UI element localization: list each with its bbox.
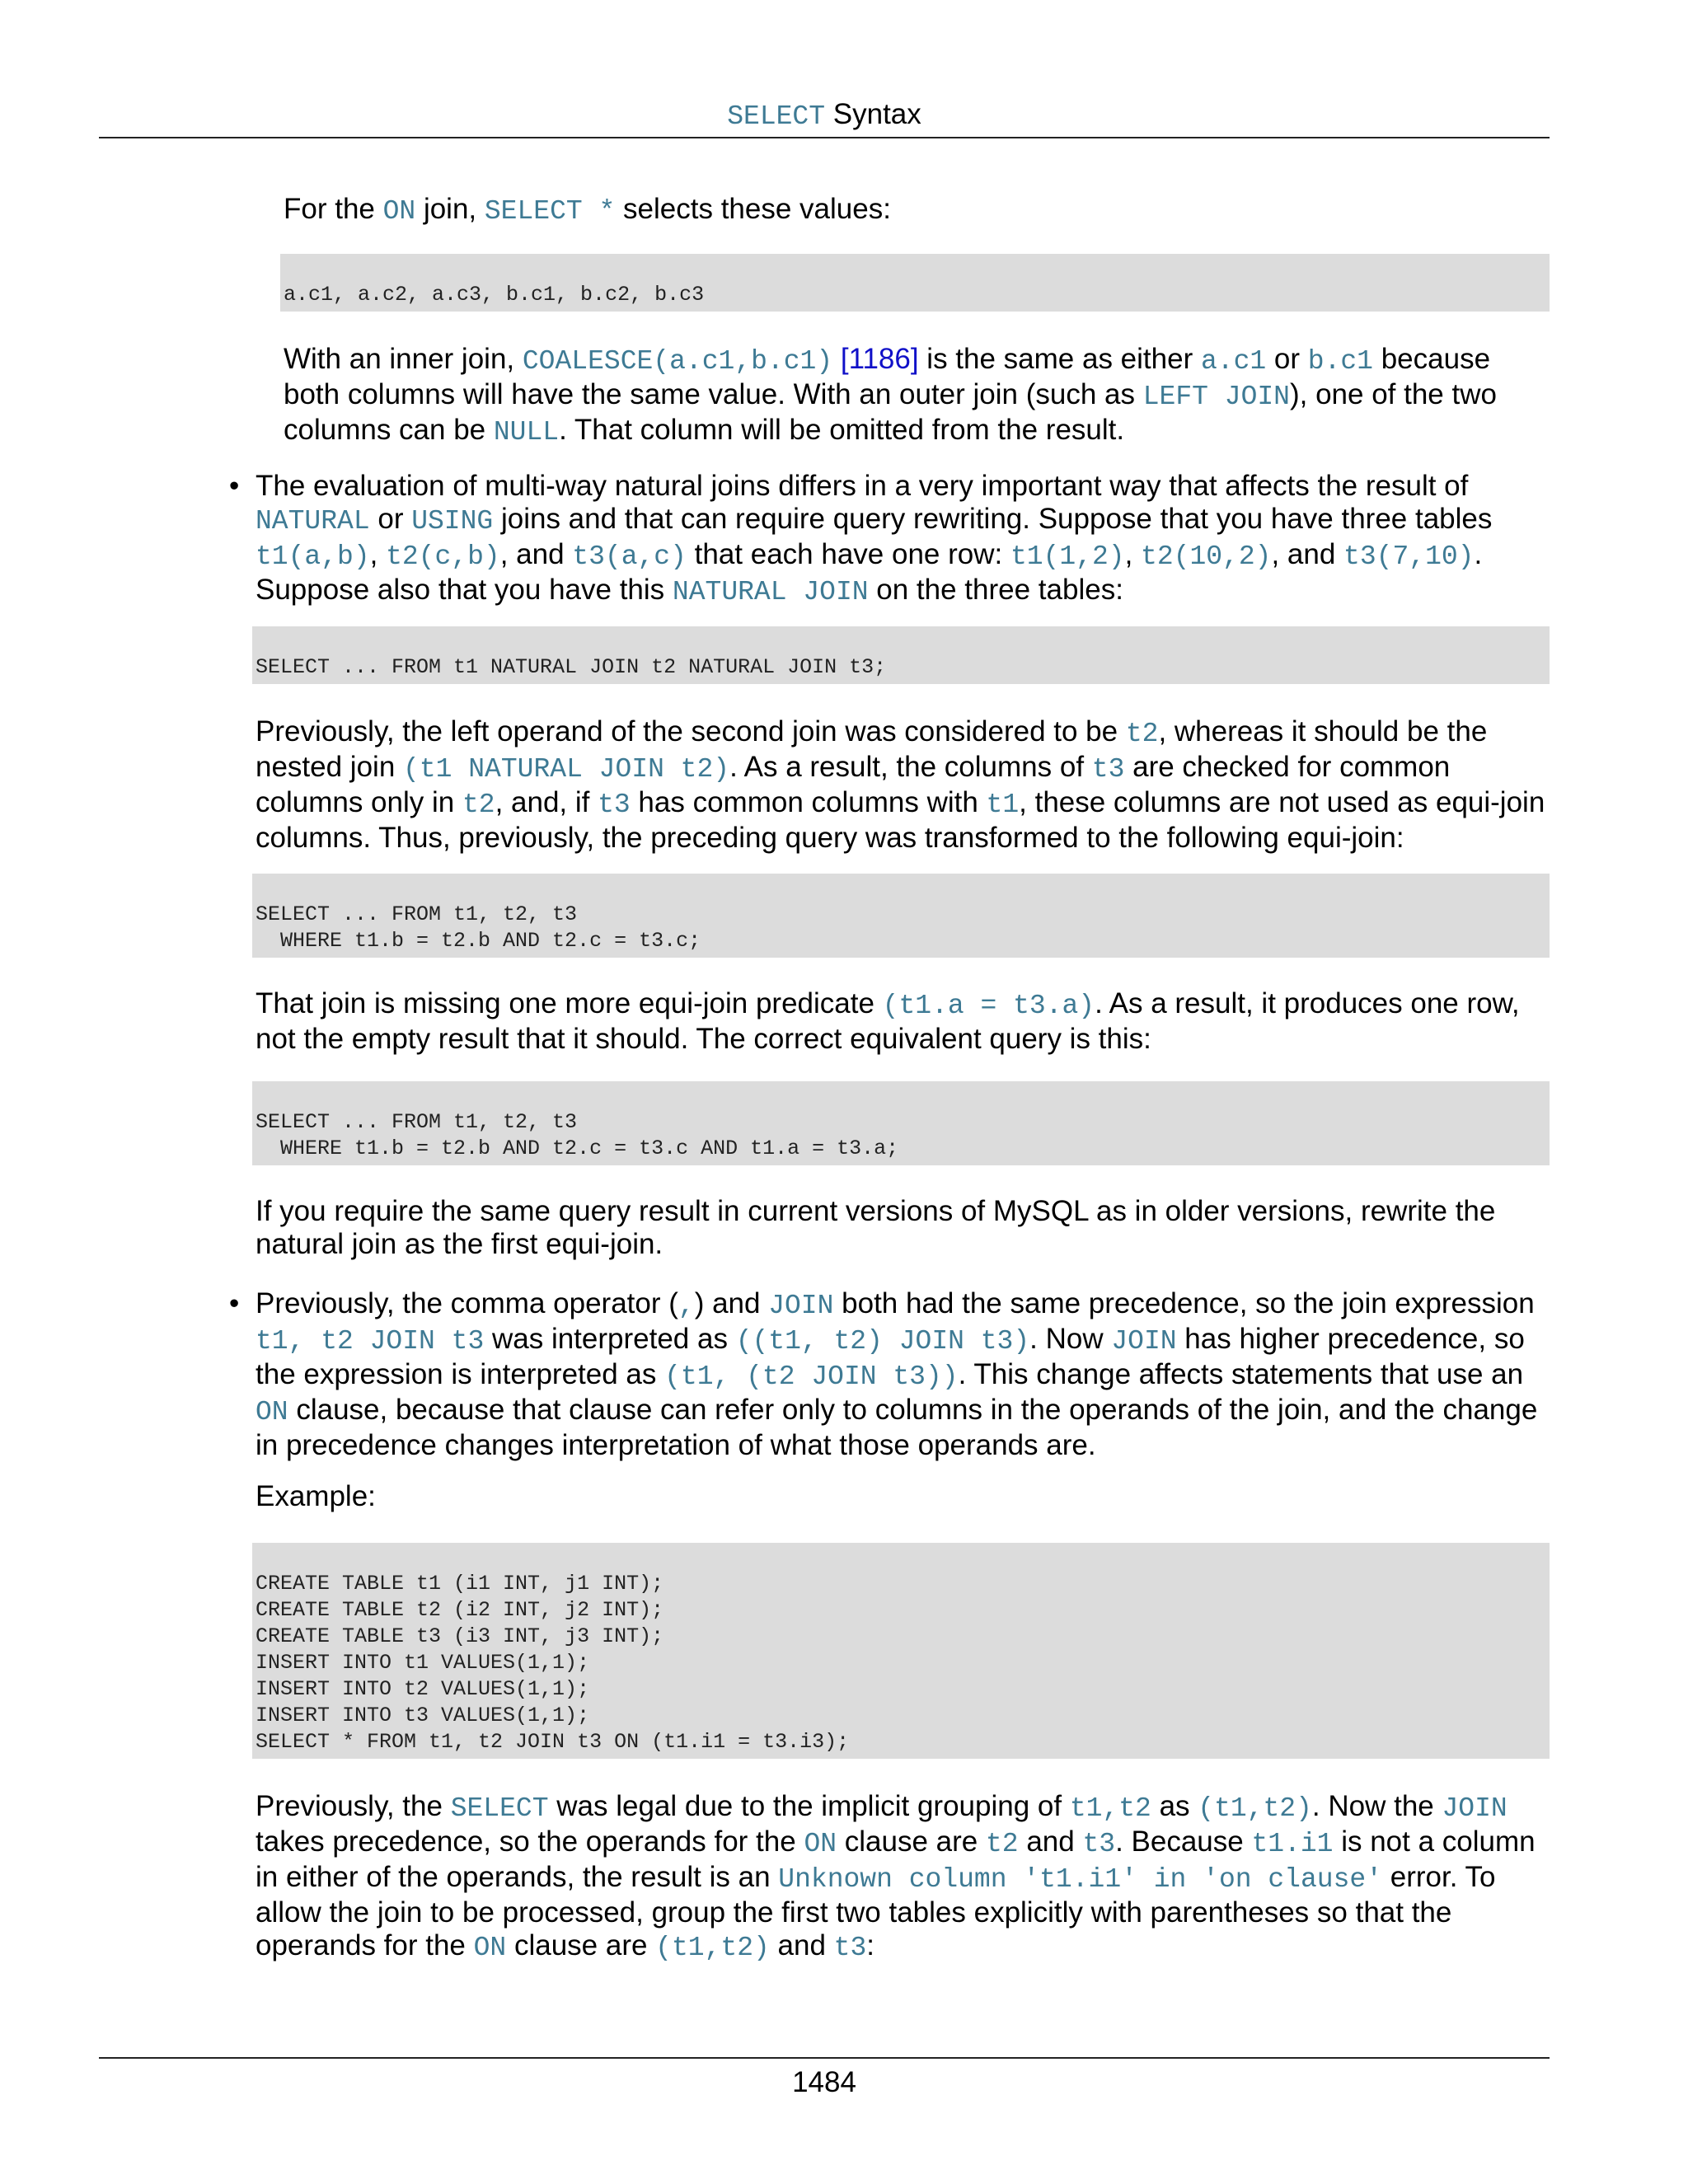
inline-code: JOIN <box>768 1291 834 1321</box>
inline-code: ON <box>256 1397 288 1427</box>
text: . Suppose also that you have this <box>256 538 1483 606</box>
text: join, <box>415 193 485 225</box>
text: The evaluation of multi-way natural joins differs in a very important way that affects the result of <box>256 470 1469 502</box>
text: has common columns with <box>630 786 987 818</box>
paragraph-missing-predicate <box>256 987 1550 1056</box>
text: , <box>369 538 387 570</box>
text: takes precedence, so the operands for the <box>256 1825 804 1858</box>
inline-code: t2(10,2) <box>1141 541 1272 572</box>
inline-code: t3 <box>1091 754 1125 785</box>
inline-code: t3 <box>833 1933 867 1963</box>
text: that each have one row: <box>686 538 1010 570</box>
paragraph-on-join <box>284 193 1550 228</box>
bullet-comma-operator <box>256 1287 1550 1462</box>
text: and <box>1018 1825 1083 1858</box>
text: is not a column in either of the operands, the result is an <box>256 1825 1536 1893</box>
text: , whereas it should be the nested join <box>256 715 1488 783</box>
paragraph-example-label <box>256 1480 1550 1513</box>
inline-code: ON <box>804 1829 837 1859</box>
bullet-natural-joins <box>256 470 1550 609</box>
inline-code: t2 <box>985 1829 1019 1859</box>
text: . As a result, the columns of <box>729 751 1092 783</box>
bullet-marker: • <box>229 470 240 502</box>
text: For the <box>284 193 383 225</box>
code-block-equi-join: SELECT ... FROM t1, t2, t3 WHERE t1.b = t2.b AND t2.c = t3.c; <box>252 874 1550 958</box>
text: on the three tables: <box>868 574 1123 606</box>
header-code: SELECT <box>727 101 826 132</box>
inline-code: t1, t2 JOIN t3 <box>256 1326 485 1357</box>
inline-code: ((t1, t2) JOIN t3) <box>735 1326 1030 1357</box>
inline-code: t1,t2 <box>1069 1793 1151 1824</box>
text: is the same as either <box>918 343 1201 375</box>
text: clause are <box>837 1825 986 1858</box>
text: are checked for common columns only in <box>256 751 1451 818</box>
inline-code: b.c1 <box>1307 346 1373 377</box>
inline-code: SELECT * <box>484 196 616 227</box>
text: clause are <box>506 1929 656 1961</box>
text: clause, because that clause can refer only to columns in the operands of the join, and the change in precedence changes interpretation of what those operands are. <box>256 1394 1538 1461</box>
text: ), one of the two columns can be <box>284 378 1497 446</box>
page-header <box>99 92 1550 138</box>
inline-code: (t1, (t2 JOIN t3)) <box>664 1361 959 1392</box>
bullet-marker: • <box>229 1287 240 1319</box>
text: . As a result, it produces one row, not the empty result that it should. The correct equivalent query is this: <box>256 987 1520 1055</box>
text: Previously, the comma operator ( <box>256 1287 678 1319</box>
inline-code: (t1,t2) <box>1198 1793 1312 1824</box>
inline-code: COALESCE(a.c1,b.c1) <box>522 346 833 377</box>
text: , and <box>499 538 573 570</box>
inline-code: t1(1,2) <box>1010 541 1125 572</box>
inline-code: t1 <box>986 790 1020 820</box>
inline-code: t3 <box>1082 1829 1116 1859</box>
text: joins and that can require query rewriting. Suppose that you have three tables <box>493 503 1493 535</box>
inline-code: JOIN <box>1442 1793 1507 1824</box>
text: was legal due to the implicit grouping of <box>548 1790 1070 1822</box>
inline-code: t1(a,b) <box>256 541 370 572</box>
inline-code: t2(c,b) <box>386 541 500 572</box>
text: was interpreted as <box>484 1323 736 1355</box>
inline-code: NATURAL <box>256 506 370 537</box>
inline-code: SELECT <box>450 1793 549 1824</box>
text: as <box>1151 1790 1198 1822</box>
reference-link[interactable]: [1186] <box>832 343 919 375</box>
inline-code: t2 <box>462 790 495 820</box>
text: . That column will be omitted from the result. <box>559 414 1125 446</box>
inline-code: ON <box>473 1933 507 1963</box>
footer-divider <box>99 2057 1550 2059</box>
text: . Because <box>1115 1825 1252 1858</box>
inline-code: (t1.a = t3.a) <box>882 991 1095 1021</box>
inline-code: a.c1 <box>1200 346 1267 377</box>
text: : <box>866 1929 874 1961</box>
text: , <box>1124 538 1142 570</box>
inline-code: NATURAL JOIN <box>672 577 869 607</box>
text: If you require the same query result in current versions of MySQL as in older versions, rewrite the natural join as the first equi-join. <box>256 1195 1496 1260</box>
paragraph-left-operand <box>256 715 1550 855</box>
text: . This change affects statements that use an <box>958 1358 1524 1390</box>
text: Previously, the left operand of the second join was considered to be <box>256 715 1126 748</box>
inline-code: , <box>678 1291 695 1321</box>
inline-code: LEFT JOIN <box>1142 382 1290 412</box>
text: both had the same precedence, so the join expression <box>833 1287 1535 1319</box>
text: , these columns are not used as equi-join columns. Thus, previously, the preceding query was transformed to the following equi-join: <box>256 786 1545 854</box>
code-block-columns: a.c1, a.c2, a.c3, b.c1, b.c2, b.c3 <box>280 254 1550 312</box>
inline-code: t2 <box>1125 719 1159 749</box>
inline-code: Unknown column 't1.i1' in 'on clause' <box>778 1864 1383 1895</box>
inline-code: (t1,t2) <box>655 1933 770 1963</box>
text: error. To allow the join to be processed, group the first two tables explicitly with parentheses so that the operands for the <box>256 1861 1496 1961</box>
text: . Now the <box>1311 1790 1442 1822</box>
paragraph-inner-join <box>284 343 1550 449</box>
inline-code: t3(a,c) <box>572 541 687 572</box>
paragraph-rewrite <box>256 1195 1550 1261</box>
text: and <box>769 1929 834 1961</box>
inline-code: USING <box>411 506 494 537</box>
inline-code: t3(7,10) <box>1343 541 1475 572</box>
code-block-correct-query: SELECT ... FROM t1, t2, t3 WHERE t1.b = t2.b AND t2.c = t3.c AND t1.a = t3.a; <box>252 1081 1550 1165</box>
text: That join is missing one more equi-join predicate <box>256 987 883 1019</box>
text: ) and <box>694 1287 769 1319</box>
text: Previously, the <box>256 1790 451 1822</box>
text: , and, if <box>495 786 598 818</box>
inline-code: t3 <box>598 790 631 820</box>
page-number: 1484 <box>792 2066 856 2098</box>
text: or <box>1266 343 1308 375</box>
text: , and <box>1271 538 1344 570</box>
code-block-example: CREATE TABLE t1 (i1 INT, j1 INT); CREATE TABLE t2 (i2 INT, j2 INT); CREATE TABLE t3 (i3 INT, j3 INT); INSERT INTO t1 VALUES(1,1); INSERT INTO t2 VALUES(1,1); INSERT INTO t3 VALUES(1,1); SELECT * FROM t1, t2 JOIN t3 ON (t1.i1 = t3.i3); <box>252 1543 1550 1759</box>
inline-code: ON <box>382 196 416 227</box>
text: selects these values: <box>615 193 891 225</box>
inline-code: NULL <box>493 417 560 448</box>
text: Example: <box>256 1480 376 1512</box>
inline-code: (t1 NATURAL JOIN t2) <box>403 754 730 785</box>
inline-code: JOIN <box>1111 1326 1177 1357</box>
text: has higher precedence, so the expression is interpreted as <box>256 1323 1525 1390</box>
inline-code: t1.i1 <box>1251 1829 1334 1859</box>
text: because both columns will have the same value. With an outer join (such as <box>284 343 1491 410</box>
paragraph-select-legal <box>256 1790 1550 1965</box>
header-title: Syntax <box>825 98 921 130</box>
code-block-natural-join: SELECT ... FROM t1 NATURAL JOIN t2 NATURAL JOIN t3; <box>252 626 1550 684</box>
text: . Now <box>1029 1323 1112 1355</box>
text: or <box>369 503 412 535</box>
text: With an inner join, <box>284 343 523 375</box>
